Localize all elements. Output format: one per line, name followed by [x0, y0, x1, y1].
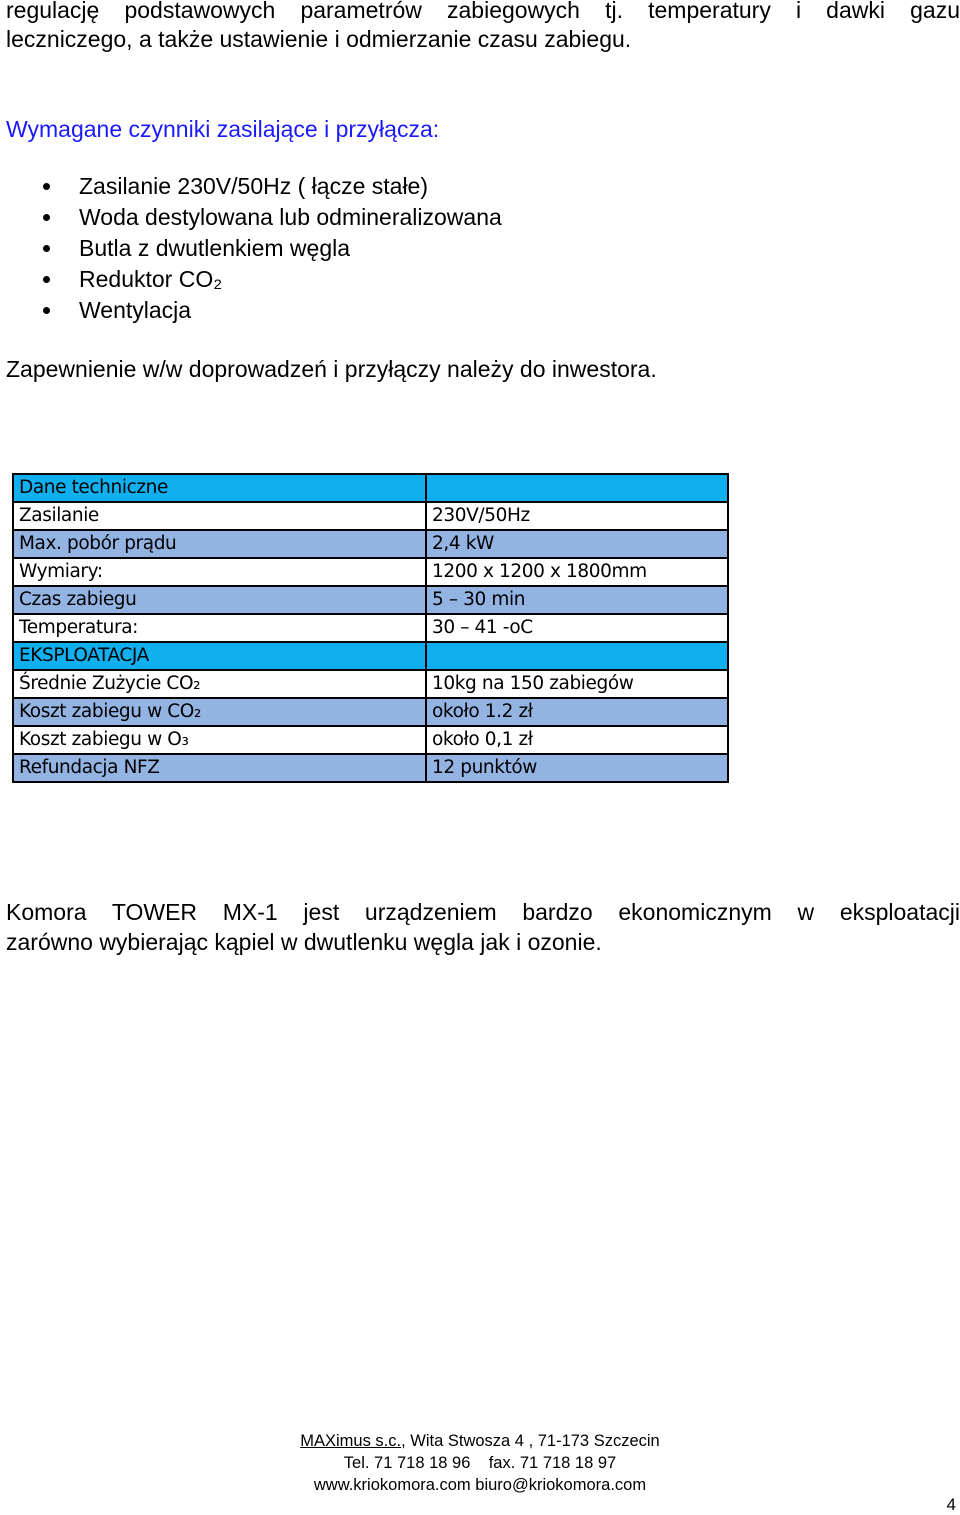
footer-address: , Wita Stwosza 4 , 71-173 Szczecin	[401, 1432, 660, 1450]
row-value: 5 – 30 min	[426, 586, 728, 614]
list-item	[0, 233, 502, 264]
footer-contact-line	[0, 1474, 960, 1496]
list-item	[0, 171, 502, 202]
row-label: Zasilanie	[13, 502, 426, 530]
email-link[interactable]: biuro@kriokomora.com	[475, 1476, 647, 1494]
bullet-icon	[43, 214, 50, 221]
list-item	[0, 295, 502, 326]
row-label: Czas zabiegu	[13, 586, 426, 614]
table-row	[13, 754, 728, 782]
row-label: Średnie Zużycie CO₂	[13, 670, 426, 698]
company-link[interactable]: MAXimus s.c.	[300, 1432, 402, 1450]
website-link[interactable]: www.kriokomora.com	[313, 1476, 471, 1494]
requirement-text: Wentylacja	[79, 297, 192, 323]
table-row	[13, 670, 728, 698]
row-label: Wymiary:	[13, 558, 426, 586]
row-label: Dane techniczne	[13, 474, 426, 502]
row-label: Max. pobór prądu	[13, 530, 426, 558]
row-value: 1200 x 1200 x 1800mm	[426, 558, 728, 586]
row-value	[426, 642, 728, 670]
row-value: 12 punktów	[426, 754, 728, 782]
list-item	[0, 202, 502, 233]
intro-paragraph	[6, 0, 960, 54]
page-number: 4	[946, 1495, 956, 1514]
table-row	[13, 698, 728, 726]
row-value	[426, 474, 728, 502]
conclusion-paragraph	[6, 897, 960, 957]
intro-line-1: regulację podstawowych parametrów zabiegowych tj. temperatury i dawki gazu	[6, 0, 960, 23]
requirement-text: Reduktor CO₂	[79, 266, 223, 292]
row-value: około 1.2 zł	[426, 698, 728, 726]
list-item	[0, 264, 502, 295]
requirement-text: Zasilanie 230V/50Hz ( łącze stałe)	[79, 173, 428, 199]
row-value: 30 – 41 -oC	[426, 614, 728, 642]
table-row	[13, 530, 728, 558]
footer-phones: Tel. 71 718 18 96 fax. 71 718 18 97	[343, 1454, 617, 1472]
bullet-icon	[43, 245, 50, 252]
intro-line-2: leczniczego, a także ustawienie i odmierzanie czasu zabiegu.	[6, 26, 632, 52]
table-row	[13, 502, 728, 530]
technical-data-table	[12, 473, 729, 783]
row-value: 230V/50Hz	[426, 502, 728, 530]
requirement-text: Butla z dwutlenkiem węgla	[79, 235, 351, 261]
row-label: Koszt zabiegu w CO₂	[13, 698, 426, 726]
row-value: 10kg na 150 zabiegów	[426, 670, 728, 698]
requirements-list	[0, 171, 502, 326]
investor-note: Zapewnienie w/w doprowadzeń i przyłączy należy do inwestora.	[6, 356, 657, 382]
bullet-icon	[43, 183, 50, 190]
table-row	[13, 558, 728, 586]
page-footer	[0, 1430, 960, 1496]
row-label: Refundacja NFZ	[13, 754, 426, 782]
table-row	[13, 642, 728, 670]
row-value: około 0,1 zł	[426, 726, 728, 754]
conclusion-line-1: Komora TOWER MX-1 jest urządzeniem bardzo ekonomicznym w eksploatacji	[6, 899, 960, 925]
conclusion-line-2: zarówno wybierając kąpiel w dwutlenku węgla jak i ozonie.	[6, 929, 602, 955]
bullet-icon	[43, 307, 50, 314]
row-label: Koszt zabiegu w O₃	[13, 726, 426, 754]
footer-address-line	[0, 1430, 960, 1452]
table-row	[13, 614, 728, 642]
table-row	[13, 586, 728, 614]
requirement-text: Woda destylowana lub odmineralizowana	[79, 204, 502, 230]
row-label: Temperatura:	[13, 614, 426, 642]
table-row	[13, 726, 728, 754]
row-label: EKSPLOATACJA	[13, 642, 426, 670]
requirements-heading: Wymagane czynniki zasilające i przyłącza:	[6, 116, 440, 142]
table-row	[13, 474, 728, 502]
bullet-icon	[43, 276, 50, 283]
row-value: 2,4 kW	[426, 530, 728, 558]
